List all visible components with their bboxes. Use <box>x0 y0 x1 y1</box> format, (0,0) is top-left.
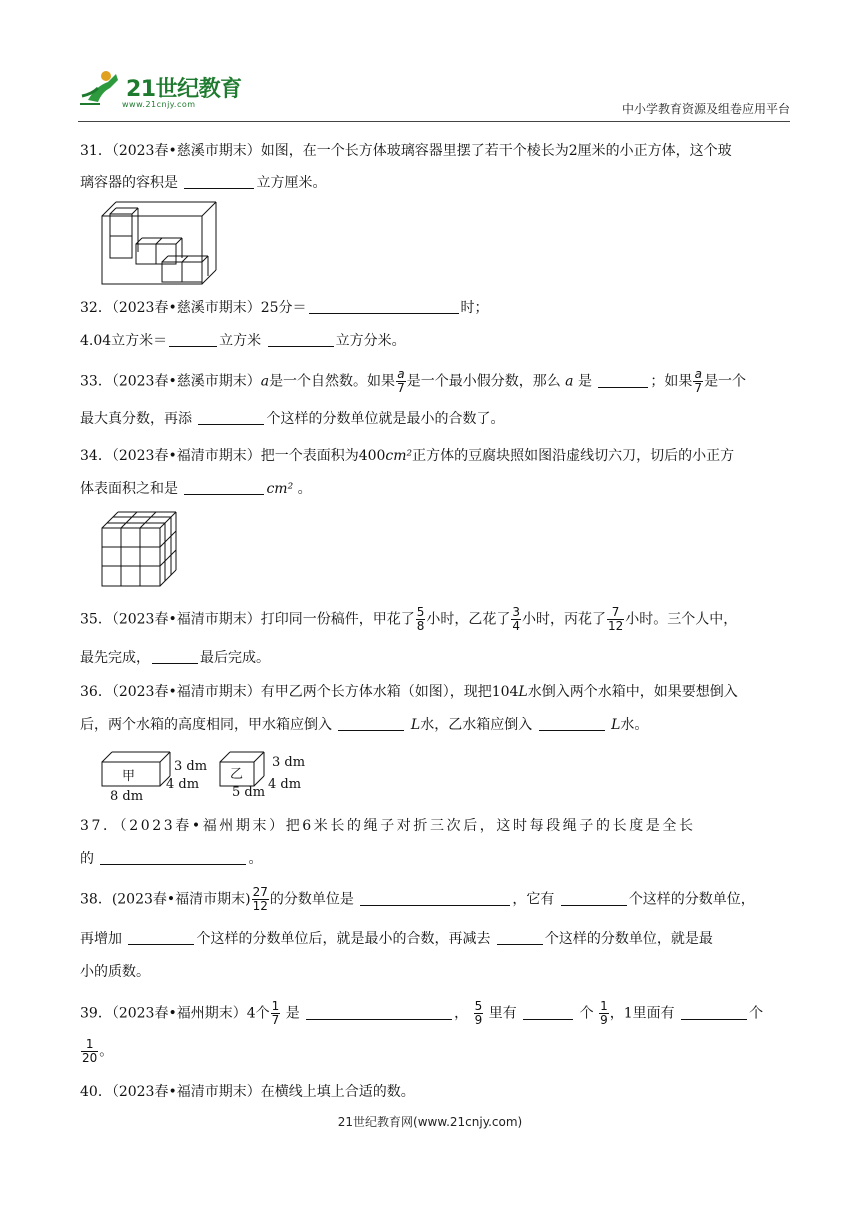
q39-text: ， <box>454 1005 469 1022</box>
q34-text: 正方体的豆腐块照如图沿虚线切六刀，切后的小正方 <box>412 448 735 464</box>
q35-text: 35．（2023春•福清市期末）打印同一份稿件，甲花了 <box>80 611 415 628</box>
q39-text: 是 <box>285 1005 300 1022</box>
q34-text: 。 <box>297 481 312 497</box>
answer-blank[interactable] <box>497 930 543 945</box>
fraction-3-4: $\frac{3}{4}$ <box>512 605 520 633</box>
site-logo <box>78 66 258 114</box>
answer-blank[interactable] <box>184 480 264 495</box>
header-divider <box>78 121 790 122</box>
unit-cm2: cm² <box>266 481 294 497</box>
q31-container-figure <box>100 200 220 288</box>
tank-yi-label: 乙 <box>230 767 244 782</box>
q33-text: ；如果 <box>650 373 693 390</box>
q36-tanks-figure <box>100 750 310 802</box>
q36-text: 水倒入两个水箱中，如果要想倒入 <box>527 684 738 700</box>
q39-text: 39．（2023春•福州期末）4个 <box>80 1005 270 1022</box>
tank-jia-length: 8 dm <box>110 789 144 802</box>
tank-jia-width: 4 dm <box>166 777 200 792</box>
q33-text: 33．（2023春•慈溪市期末） <box>80 373 261 390</box>
q33-text: 个这样的分数单位就是最小的合数了。 <box>266 411 505 427</box>
var-a: a <box>565 373 574 390</box>
q32-text: 32．（2023春•慈溪市期末）25分＝ <box>80 300 307 316</box>
question-37 <box>80 814 780 838</box>
fraction-1-20: $\frac{1}{20}$ <box>82 1037 98 1065</box>
q32-text: 时； <box>460 300 489 316</box>
q36-text: 后，两个水箱的高度相同，甲水箱应倒入 <box>80 717 332 733</box>
q38-text: 再增加 <box>80 931 122 947</box>
q32-text: 立方米 <box>219 333 262 349</box>
question-32-line2 <box>80 329 780 353</box>
q32-text: 立方分米。 <box>335 333 406 349</box>
q33-text: 是 <box>577 373 592 390</box>
q31-text: 立方厘米。 <box>256 175 327 191</box>
q36-text: 水。 <box>620 717 649 733</box>
fraction-1-9: $\frac{1}{9}$ <box>600 999 608 1027</box>
q38-text: 个这样的分数单位后，就是最小的合数，再减去 <box>196 931 491 947</box>
q39-text: ，1里面有 <box>609 1005 675 1022</box>
question-39-line2 <box>80 1038 780 1065</box>
q33-text: 是一个 <box>704 373 747 390</box>
page-header <box>78 66 790 120</box>
q33-text: 是一个自然数。如果 <box>269 373 396 390</box>
q35-text: 最后完成。 <box>200 650 270 666</box>
fraction-7-12: $\frac{7}{12}$ <box>607 605 624 633</box>
q33-text: 是一个最小假分数，那么 <box>406 373 561 390</box>
q38-text: 38．(2023春•福清市期末) <box>80 891 251 908</box>
unit-liter: L <box>410 717 421 733</box>
q39-text: 。 <box>99 1043 114 1060</box>
answer-blank[interactable] <box>681 1005 747 1020</box>
q36-text: 36．（2023春•福清市期末）有甲乙两个长方体水箱（如图），现把104 <box>80 684 519 700</box>
question-33 <box>80 368 780 395</box>
question-35 <box>80 606 780 633</box>
answer-blank[interactable] <box>539 716 605 731</box>
q38-text: 个这样的分数单位，就是最 <box>544 931 713 947</box>
tank-jia-height: 3 dm <box>174 759 208 774</box>
question-37-line2 <box>80 847 780 871</box>
question-32 <box>80 296 780 320</box>
answer-blank[interactable] <box>268 332 334 347</box>
q34-cube-figure <box>100 510 180 590</box>
q39-text: 个 <box>579 1005 594 1022</box>
q37-text: 的 <box>80 851 94 867</box>
answer-blank[interactable] <box>306 1005 452 1020</box>
q34-text: 体表面积之和是 <box>80 481 178 497</box>
question-39 <box>80 1000 780 1027</box>
answer-blank[interactable] <box>198 410 264 425</box>
question-34 <box>80 444 780 468</box>
q40-text: 40．（2023春•福清市期末）在横线上填上合适的数。 <box>80 1084 415 1100</box>
q38-text: ，它有 <box>512 891 555 908</box>
question-38-line2 <box>80 927 780 951</box>
answer-blank[interactable] <box>309 299 459 314</box>
logo-text: 21世纪教育 <box>126 77 242 102</box>
tank-yi-width: 4 dm <box>268 777 302 792</box>
fraction-27-12: $\frac{27}{12}$ <box>252 885 268 913</box>
q35-text: 小时，乙花了 <box>426 611 511 628</box>
question-38-line3 <box>80 960 780 984</box>
q33-text: 最大真分数，再添 <box>80 411 192 427</box>
q36-text: 水，乙水箱应倒入 <box>420 717 533 733</box>
q35-text: 小时。三个人中， <box>625 611 738 628</box>
q37-text: 。 <box>248 851 263 867</box>
q32-text: 4.04立方米＝ <box>80 333 168 349</box>
question-33-line2 <box>80 407 780 431</box>
runner-logo-icon <box>78 66 124 112</box>
fraction-5-8: $\frac{5}{8}$ <box>416 605 425 633</box>
tank-yi-height: 3 dm <box>272 755 306 770</box>
q38-text: 小的质数。 <box>80 964 150 980</box>
unit-cm2: cm² <box>385 448 413 464</box>
answer-blank[interactable] <box>598 373 648 388</box>
q38-text: 个这样的分数单位， <box>628 891 755 908</box>
page-footer: 21世纪教育网(www.21cnjy.com) <box>337 1115 523 1129</box>
answer-blank[interactable] <box>561 891 627 906</box>
tank-yi-length: 5 dm <box>232 785 266 800</box>
answer-blank[interactable] <box>523 1005 573 1020</box>
fraction-5-9: $\frac{5}{9}$ <box>474 999 483 1027</box>
fraction-a-over-7: $\frac{a}{7}$ <box>694 367 703 395</box>
fraction-1-7: $\frac{1}{7}$ <box>271 999 280 1027</box>
question-36 <box>80 680 780 704</box>
q37-text: 37．（2023春•福州期末）把6米长的绳子对折三次后，这时每段绳子的长度是全长 <box>80 818 696 834</box>
question-31 <box>80 139 780 163</box>
answer-blank[interactable] <box>100 850 246 865</box>
question-35-line2 <box>80 646 780 670</box>
answer-blank[interactable] <box>152 649 198 664</box>
q38-text: 的分数单位是 <box>269 891 354 908</box>
platform-title: 中小学教育资源及组卷应用平台 <box>621 102 790 116</box>
answer-blank[interactable] <box>360 891 510 906</box>
answer-blank[interactable] <box>338 716 404 731</box>
answer-blank[interactable] <box>128 930 194 945</box>
var-a: a <box>260 373 270 390</box>
answer-blank[interactable] <box>184 174 254 189</box>
unit-liter: L <box>518 684 528 700</box>
q39-text: 个 <box>749 1005 764 1022</box>
tank-jia-label: 甲 <box>122 769 136 784</box>
q35-text: 最先完成， <box>80 650 150 666</box>
answer-blank[interactable] <box>169 332 217 347</box>
question-31-line2 <box>80 171 780 195</box>
q34-text: 34．（2023春•福清市期末）把一个表面积为400 <box>80 448 386 464</box>
question-38 <box>80 886 780 913</box>
q35-text: 小时，丙花了 <box>521 611 606 628</box>
question-40 <box>80 1080 780 1104</box>
logo-url: www.21cnjy.com <box>122 100 196 109</box>
q31-line1: 31．（2023春•慈溪市期末）如图，在一个长方体玻璃容器里摆了若干个棱长为2厘米的小正方体，这个玻 <box>80 143 732 159</box>
question-36-line2 <box>80 713 780 737</box>
q39-text: 里有 <box>488 1005 517 1022</box>
unit-liter: L <box>611 717 621 733</box>
fraction-a-over-7: $\frac{a}{7}$ <box>397 367 405 395</box>
question-34-line2 <box>80 477 780 501</box>
q31-text: 璃容器的容积是 <box>80 175 178 191</box>
